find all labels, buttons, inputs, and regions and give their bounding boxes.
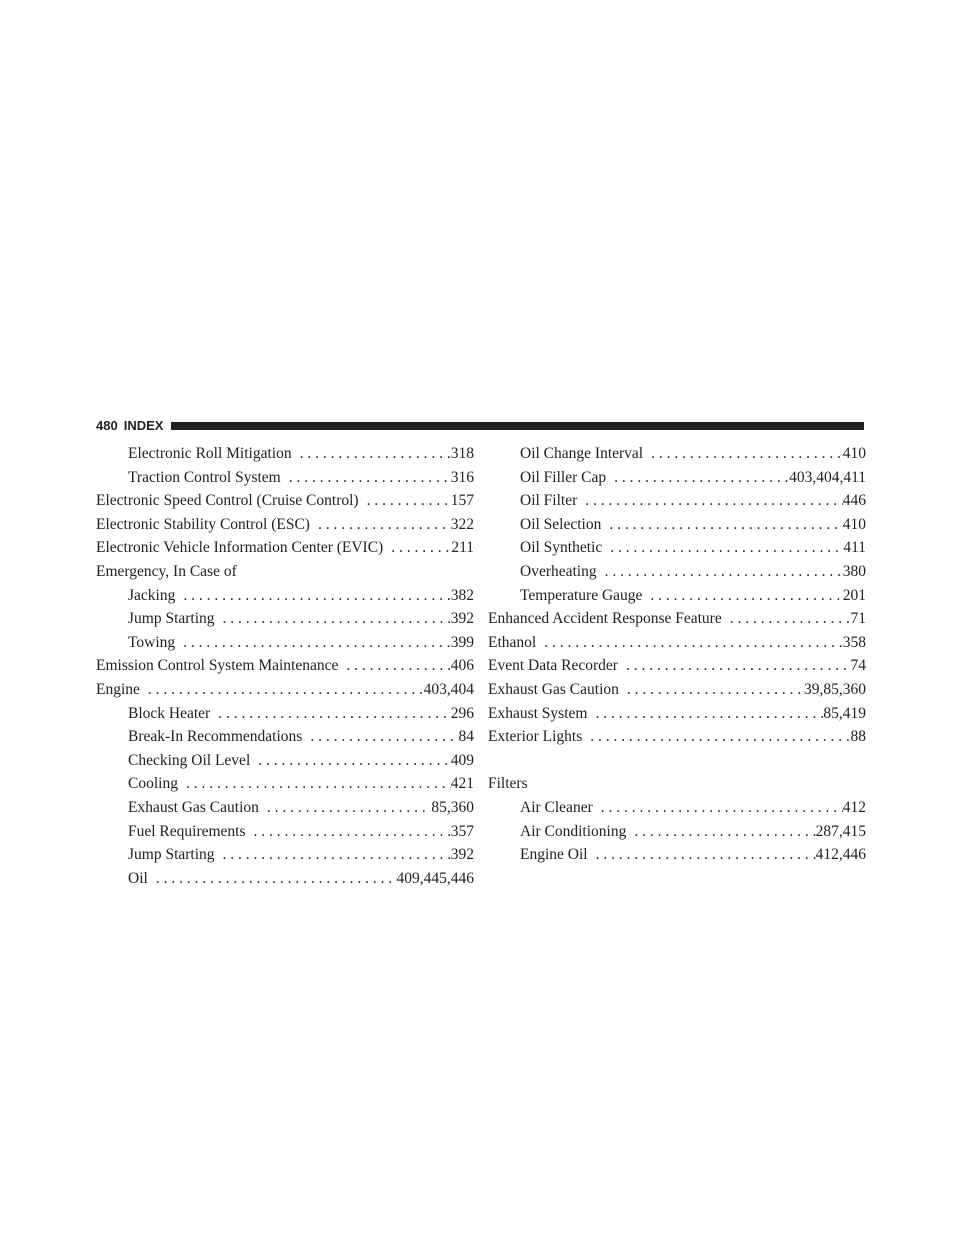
index-entry <box>488 772 866 796</box>
index-entry <box>488 820 866 844</box>
index-entry <box>488 725 866 749</box>
dot-leader <box>178 772 451 796</box>
index-entry <box>96 820 474 844</box>
index-entry-page: 322 <box>450 515 474 533</box>
dot-leader <box>310 513 451 537</box>
dot-leader <box>601 513 842 537</box>
index-spacer <box>488 749 866 773</box>
dot-leader <box>210 702 451 726</box>
dot-leader <box>577 489 842 513</box>
index-entry-label: Oil Selection <box>520 515 602 533</box>
index-entry-label: Electronic Roll Mitigation <box>128 445 292 462</box>
index-entry-label: Exhaust System <box>488 704 588 722</box>
index-entry <box>488 513 866 537</box>
index-entry-label: Oil Synthetic <box>520 539 603 557</box>
index-entry-page: 287,415 <box>815 822 866 840</box>
index-entry-label: Towing <box>128 633 176 651</box>
index-entry-page: 403,404,411 <box>789 468 866 486</box>
index-entry-label: Air Conditioning <box>520 822 627 840</box>
index-entry-label: Jump Starting <box>128 610 215 628</box>
dot-leader <box>338 654 450 678</box>
index-entry-page: 74 <box>850 657 866 675</box>
index-entry-label: Electronic Speed Control (Cruise Control) <box>96 492 359 510</box>
index-entry <box>96 489 474 513</box>
index-entry-label: Cooling <box>128 775 178 793</box>
dot-leader <box>302 725 458 749</box>
index-entry <box>96 584 474 608</box>
index-entry-label: Exhaust Gas Caution <box>128 798 259 816</box>
index-entry-page: 410 <box>842 445 866 462</box>
dot-leader <box>619 678 804 702</box>
dot-leader <box>722 607 851 631</box>
header-rule <box>171 422 864 430</box>
index-entry-label: Exhaust Gas Caution <box>488 680 619 698</box>
dot-leader <box>246 820 451 844</box>
index-entry-page: 406 <box>450 657 474 675</box>
index-entry <box>96 513 474 537</box>
index-entry <box>96 631 474 655</box>
index-entry-page: 358 <box>842 633 866 651</box>
dot-leader <box>215 607 451 631</box>
index-entry-page: 316 <box>450 468 474 486</box>
index-entry-label: Oil <box>128 869 148 887</box>
index-entry-label: Checking Oil Level <box>128 751 251 769</box>
index-entry <box>488 536 866 560</box>
dot-leader <box>642 584 842 608</box>
index-entry-page: 403,404 <box>423 680 474 698</box>
index-entry-label: Electronic Vehicle Information Center (EVIC) <box>96 539 384 557</box>
page-number: 480 <box>96 418 118 433</box>
index-entry <box>488 796 866 820</box>
dot-leader <box>383 536 451 560</box>
index-entry <box>96 607 474 631</box>
dot-leader <box>175 631 451 655</box>
index-entry-label: Electronic Stability Control (ESC) <box>96 515 310 533</box>
dot-leader <box>148 867 397 891</box>
index-entry-label: Fuel Requirements <box>128 822 246 840</box>
index-entry-page: 410 <box>842 515 866 533</box>
dot-leader <box>140 678 424 702</box>
index-column-right <box>488 442 866 867</box>
index-entry <box>96 678 474 702</box>
index-entry-page: 399 <box>450 633 474 651</box>
index-entry-page: 392 <box>450 846 474 864</box>
dot-leader <box>250 749 451 773</box>
dot-leader <box>175 584 450 608</box>
index-entry-page: 211 <box>451 539 474 557</box>
dot-leader <box>643 442 843 466</box>
index-entry-label: Engine <box>96 680 140 698</box>
index-entry <box>96 796 474 820</box>
index-entry-page: 296 <box>450 704 474 722</box>
index-entry-label: Event Data Recorder <box>488 657 618 675</box>
index-entry <box>96 536 474 560</box>
index-entry <box>96 702 474 726</box>
index-entry <box>96 654 474 678</box>
index-entry <box>96 749 474 773</box>
index-entry-label: Break-In Recommendations <box>128 728 303 746</box>
running-header <box>96 418 864 434</box>
index-entry-page: 392 <box>450 610 474 628</box>
index-entry-page: 357 <box>450 822 474 840</box>
index-entry-page: 71 <box>850 610 866 628</box>
index-entry-label: Filters <box>488 775 528 793</box>
dot-leader <box>587 702 823 726</box>
dot-leader <box>593 796 843 820</box>
dot-leader <box>215 843 451 867</box>
index-entry-page: 201 <box>842 586 866 604</box>
index-entry-page: 409 <box>450 751 474 769</box>
index-entry-page: 412,446 <box>815 846 866 864</box>
index-entry <box>488 607 866 631</box>
index-entry-page: 412 <box>842 798 866 816</box>
index-entry-label: Engine Oil <box>520 846 588 864</box>
index-entry-label: Traction Control System <box>128 468 281 486</box>
index-entry-label: Oil Change Interval <box>520 445 644 462</box>
index-entry <box>488 489 866 513</box>
index-entry <box>488 678 866 702</box>
index-entry-page: 39,85,360 <box>804 680 866 698</box>
index-entry-page: 85,419 <box>823 704 866 722</box>
index-entry-label: Overheating <box>520 562 597 580</box>
dot-leader <box>536 631 843 655</box>
dot-leader <box>618 654 851 678</box>
index-entry-page: 318 <box>450 445 474 462</box>
index-entry-page: 411 <box>843 539 866 557</box>
index-entry <box>488 654 866 678</box>
index-entry-page: 85,360 <box>431 798 474 816</box>
index-entry <box>96 772 474 796</box>
index-entry-label: Oil Filler Cap <box>520 468 607 486</box>
dot-leader <box>582 725 850 749</box>
index-entry-label: Emergency, In Case of <box>96 562 237 580</box>
dot-leader <box>626 820 815 844</box>
dot-leader <box>606 466 789 490</box>
index-entry <box>488 560 866 584</box>
index-entry <box>96 560 474 584</box>
index-entry-label: Temperature Gauge <box>520 586 643 604</box>
index-entry <box>96 725 474 749</box>
index-entry <box>488 466 866 490</box>
index-entry <box>488 631 866 655</box>
index-entry-label: Emission Control System Maintenance <box>96 657 339 675</box>
index-entry-page: 382 <box>450 586 474 604</box>
index-entry <box>96 442 474 466</box>
dot-leader <box>588 843 816 867</box>
dot-leader <box>359 489 451 513</box>
index-entry-page: 380 <box>842 562 866 580</box>
section-title: INDEX <box>123 418 164 433</box>
dot-leader <box>602 536 843 560</box>
index-entry <box>96 466 474 490</box>
index-entry-label: Ethanol <box>488 633 537 651</box>
index-entry <box>488 442 866 466</box>
index-column-left <box>96 442 474 890</box>
index-entry <box>488 702 866 726</box>
index-entry <box>96 867 474 891</box>
index-entry-label: Enhanced Accident Response Feature <box>488 610 722 628</box>
dot-leader <box>259 796 432 820</box>
index-entry-page: 88 <box>850 728 866 746</box>
index-entry-label: Exterior Lights <box>488 728 583 746</box>
index-entry-label: Jump Starting <box>128 846 215 864</box>
index-entry <box>96 843 474 867</box>
dot-leader <box>292 442 451 466</box>
index-entry <box>488 843 866 867</box>
index-entry-label: Oil Filter <box>520 492 578 510</box>
index-entry-page: 421 <box>450 775 474 793</box>
index-entry-page: 157 <box>450 492 474 510</box>
dot-leader <box>597 560 843 584</box>
index-entry-page: 409,445,446 <box>396 869 474 887</box>
index-entry-page: 446 <box>842 492 866 510</box>
index-entry-label: Air Cleaner <box>520 798 593 816</box>
index-entry <box>488 584 866 608</box>
index-entry-label: Jacking <box>128 586 176 604</box>
dot-leader <box>281 466 451 490</box>
index-entry-label: Block Heater <box>128 704 211 722</box>
index-entry-page: 84 <box>458 728 474 746</box>
